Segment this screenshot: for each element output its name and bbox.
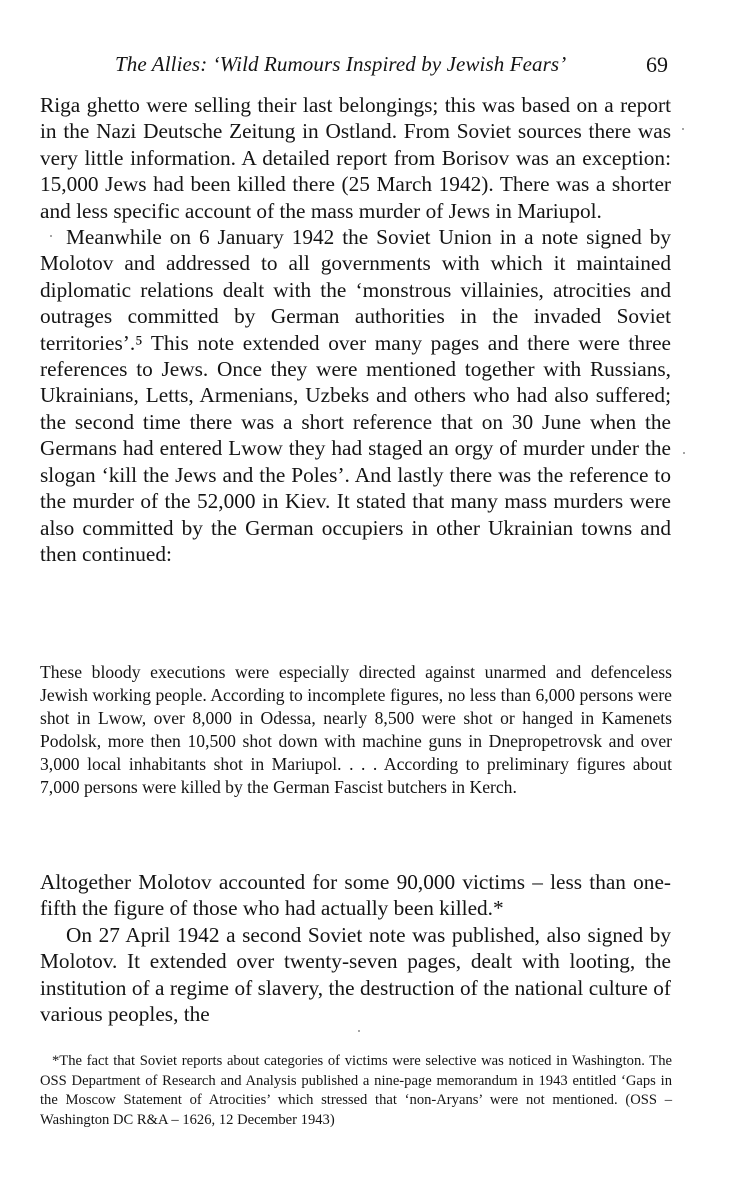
scan-speck — [682, 128, 684, 130]
footnote — [40, 1052, 672, 1130]
block-quote — [40, 661, 672, 798]
page-number: 69 — [646, 52, 668, 77]
running-title: The Allies: ‘Wild Rumours Inspired by Jewish Fears’ — [115, 52, 567, 76]
scan-speck — [358, 1030, 360, 1032]
footnote-text: *The fact that Soviet reports about categories of victims were selective was noticed in Washington. The OSS Department of Research and Analysis published a nine-page memorandum in 1943 entitled ‘Gaps in the Moscow Statement of Atrocities’ which stressed that ‘non-Aryans’ were not mentioned. (OSS – Washington DC R&A – 1626, 12 December 1943) — [40, 1053, 672, 1128]
body-text — [40, 92, 671, 567]
quote-text: These bloody executions were especially directed against unarmed and defenceless Jewish working people. According to incomplete figures, no less than 6,000 persons were shot in Lwow, over 8,000 in Odessa, nearly 8,500 were shot or hanged in Kamenets Podolsk, more then 10,500 shot down with machine guns in Dnepropetrovsk and over 3,000 local inhabitants shot in Mariupol. . . . According to preliminary figures about 7,000 persons were killed by the German Fascist butchers in Kerch. — [40, 662, 672, 797]
paragraph: Meanwhile on 6 January 1942 the Soviet Union in a note signed by Molotov and addressed to all governments with which it maintained diplomatic relations dealt with the ‘monstrous villainies, atrocities and outrages committed by German authorities in the invaded Soviet territories’.⁵ This note extended over many pages and there were three references to Jews. Once they were mentioned together with Russians, Ukrainians, Letts, Armenians, Uzbeks and others who had also suffered; the second time there was a short reference that on 30 June when the Germans had entered Lwow they had staged an orgy of murder under the slogan ‘kill the Jews and the Poles’. And lastly there was the reference to the murder of the 52,000 in Kiev. It stated that many mass murders were also committed by the German occupiers in other Ukrainian towns and then continued: — [40, 225, 671, 566]
scan-speck — [50, 235, 52, 237]
paragraph: Altogether Molotov accounted for some 90,000 victims – less than one-fifth the figure of those who had actually been killed.* — [40, 870, 671, 921]
paragraph: On 27 April 1942 a second Soviet note was published, also signed by Molotov. It extended over twenty-seven pages, dealt with looting, the institution of a regime of slavery, the destruction of the national culture of various peoples, the — [40, 922, 671, 1027]
body-text-continued — [40, 869, 671, 1027]
paragraph: Riga ghetto were selling their last belongings; this was based on a report in the Nazi Deutsche Zeitung in Ostland. From Soviet sources there was very little information. A detailed report from Borisov was an exception: 15,000 Jews had been killed there (25 March 1942). There was a shorter and less specific account of the mass murder of Jews in Mariupol. — [40, 93, 671, 223]
scan-speck — [683, 452, 685, 454]
page-header — [40, 52, 668, 82]
